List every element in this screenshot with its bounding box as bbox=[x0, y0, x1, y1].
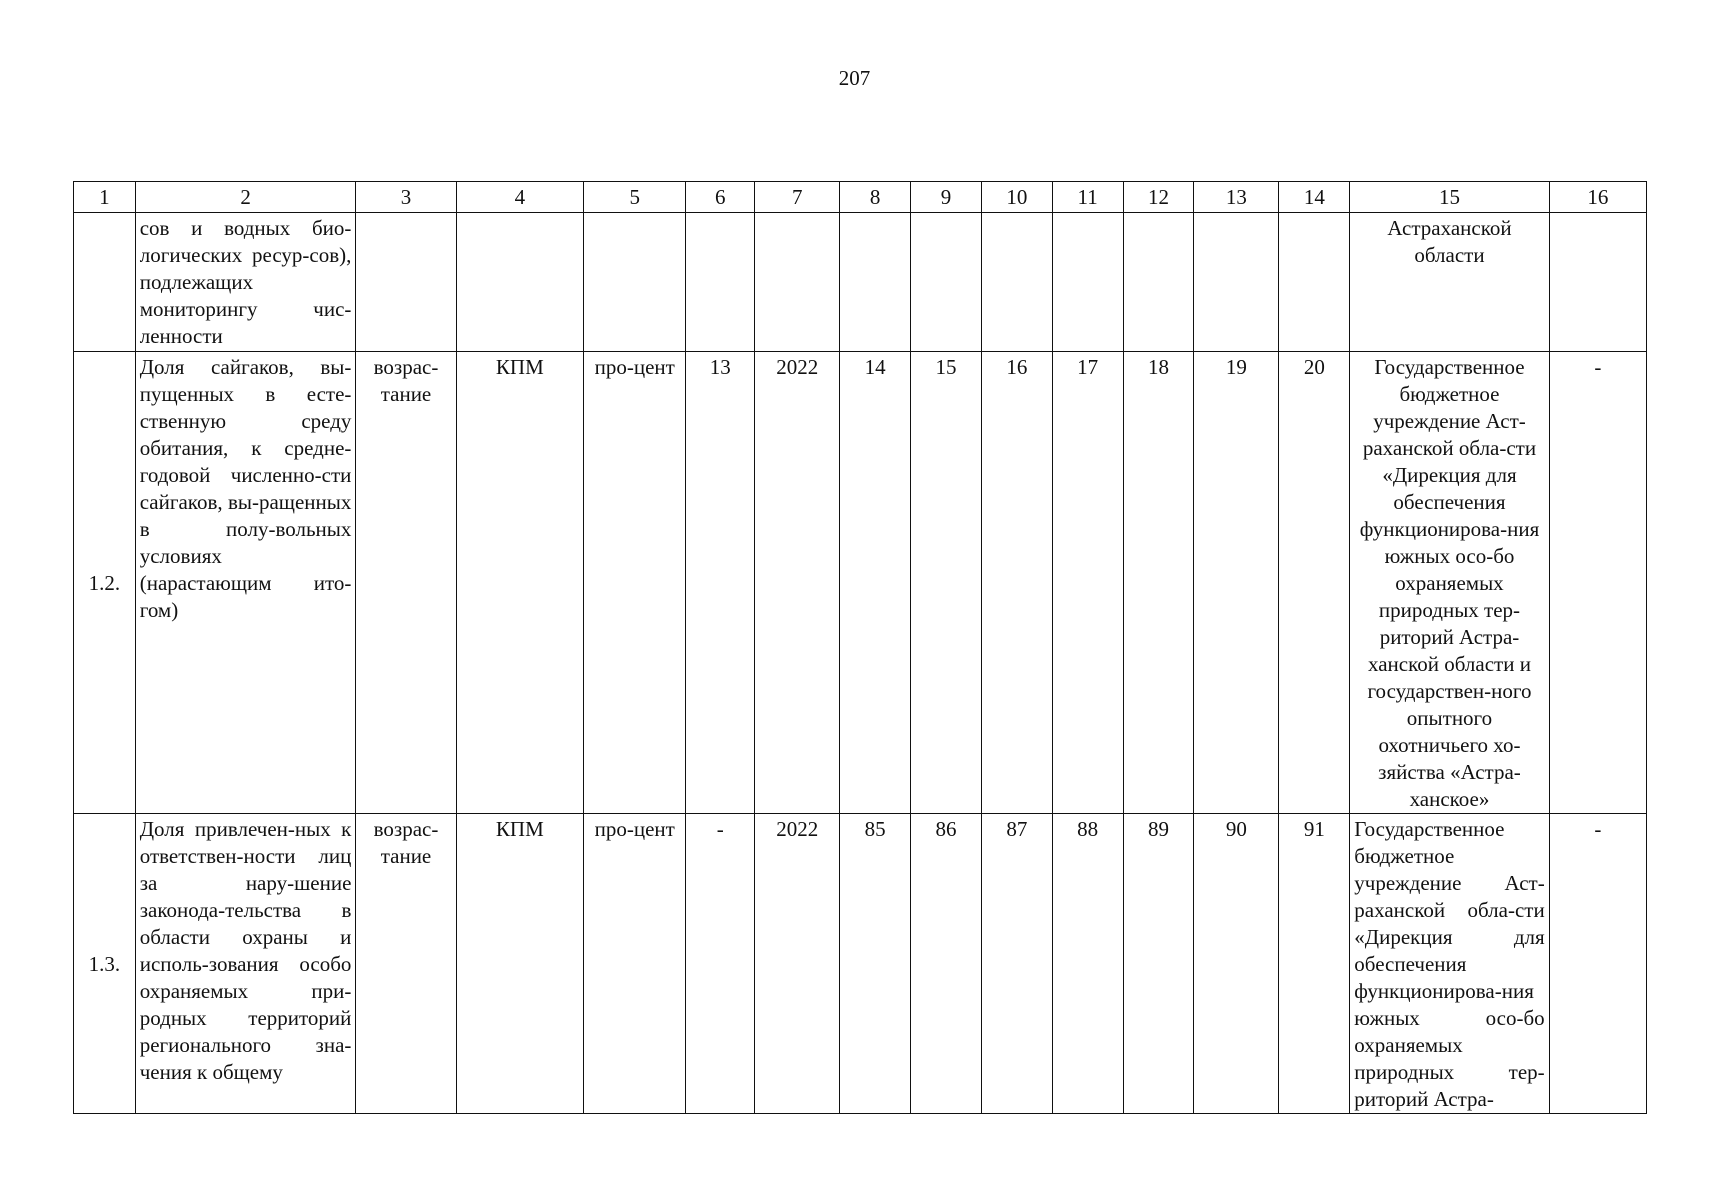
column-number-row bbox=[74, 182, 1647, 213]
column-number: 16 bbox=[1549, 182, 1646, 213]
source: КПМ bbox=[456, 814, 584, 1114]
value-col-12: 89 bbox=[1123, 814, 1194, 1114]
unit: про-цент bbox=[584, 814, 686, 1114]
value-col-14: 20 bbox=[1279, 352, 1350, 814]
indicator-name: сов и водных био-логических ресур-сов), подлежащих мониторингу чис-ленности bbox=[135, 213, 356, 352]
row-number: 1.2. bbox=[74, 352, 136, 814]
column-number: 13 bbox=[1194, 182, 1279, 213]
trend bbox=[356, 213, 456, 352]
column-number: 5 bbox=[584, 182, 686, 213]
indicator-name: Доля привлечен-ных к ответствен-ности лиц за нару-шение законода-тельства в области охраны и исполь-зования особо охраняемых при-родных территорий регионального зна-чения к общему bbox=[135, 814, 356, 1114]
value-col-11: 17 bbox=[1052, 352, 1123, 814]
indicator-name: Доля сайгаков, вы-пущенных в есте-ственную среду обитания, к средне-годовой численно-сти сайгаков, вы-ращенных в полу-вольных условиях (нарастающим ито-гом) bbox=[135, 352, 356, 814]
unit: про-цент bbox=[584, 352, 686, 814]
value-col-12 bbox=[1123, 213, 1194, 352]
table-row bbox=[74, 352, 1647, 814]
page-number: 207 bbox=[838, 66, 871, 90]
value-col-10 bbox=[981, 213, 1052, 352]
value-col-14: 91 bbox=[1279, 814, 1350, 1114]
row-number: 1.3. bbox=[74, 814, 136, 1114]
table-row bbox=[74, 213, 1647, 352]
column-number: 12 bbox=[1123, 182, 1194, 213]
column-number: 7 bbox=[755, 182, 840, 213]
column-number: 3 bbox=[356, 182, 456, 213]
unit bbox=[584, 213, 686, 352]
column-number: 2 bbox=[135, 182, 356, 213]
value-col-11: 88 bbox=[1052, 814, 1123, 1114]
column-number: 6 bbox=[686, 182, 755, 213]
value-col-8: 14 bbox=[840, 352, 911, 814]
responsible-org: Астраханской области bbox=[1350, 213, 1549, 352]
base-year: 2022 bbox=[755, 352, 840, 814]
base-value: 13 bbox=[686, 352, 755, 814]
responsible-org: Государственное бюджетное учреждение Аст-раханской обла-сти «Дирекция для обеспечения функционирова-ния южных осо-бо охраняемых природных тер-риторий Астра- bbox=[1350, 814, 1549, 1114]
indicators-table bbox=[73, 181, 1647, 1114]
trend: возрас-тание bbox=[356, 814, 456, 1114]
value-col-8 bbox=[840, 213, 911, 352]
value-col-12: 18 bbox=[1123, 352, 1194, 814]
value-col-14 bbox=[1279, 213, 1350, 352]
base-year bbox=[755, 213, 840, 352]
value-col-9 bbox=[911, 213, 982, 352]
value-col-13 bbox=[1194, 213, 1279, 352]
trend: возрас-тание bbox=[356, 352, 456, 814]
column-number: 14 bbox=[1279, 182, 1350, 213]
note bbox=[1549, 213, 1646, 352]
note: - bbox=[1549, 352, 1646, 814]
value-col-10: 16 bbox=[981, 352, 1052, 814]
note: - bbox=[1549, 814, 1646, 1114]
column-number: 11 bbox=[1052, 182, 1123, 213]
value-col-9: 15 bbox=[911, 352, 982, 814]
value-col-8: 85 bbox=[840, 814, 911, 1114]
base-value bbox=[686, 213, 755, 352]
value-col-11 bbox=[1052, 213, 1123, 352]
source: КПМ bbox=[456, 352, 584, 814]
base-year: 2022 bbox=[755, 814, 840, 1114]
value-col-13: 90 bbox=[1194, 814, 1279, 1114]
source bbox=[456, 213, 584, 352]
row-number bbox=[74, 213, 136, 352]
base-value: - bbox=[686, 814, 755, 1114]
column-number: 15 bbox=[1350, 182, 1549, 213]
responsible-org: Государственное бюджетное учреждение Аст-раханской обла-сти «Дирекция для обеспечения функционирова-ния южных осо-бо охраняемых природных тер-риторий Астра-ханской области и государствен-ного опытного охотничьего хо-зяйства «Астра-ханское» bbox=[1350, 352, 1549, 814]
value-col-13: 19 bbox=[1194, 352, 1279, 814]
value-col-9: 86 bbox=[911, 814, 982, 1114]
table-row bbox=[74, 814, 1647, 1114]
column-number: 9 bbox=[911, 182, 982, 213]
column-number: 8 bbox=[840, 182, 911, 213]
value-col-10: 87 bbox=[981, 814, 1052, 1114]
column-number: 1 bbox=[74, 182, 136, 213]
column-number: 4 bbox=[456, 182, 584, 213]
column-number: 10 bbox=[981, 182, 1052, 213]
